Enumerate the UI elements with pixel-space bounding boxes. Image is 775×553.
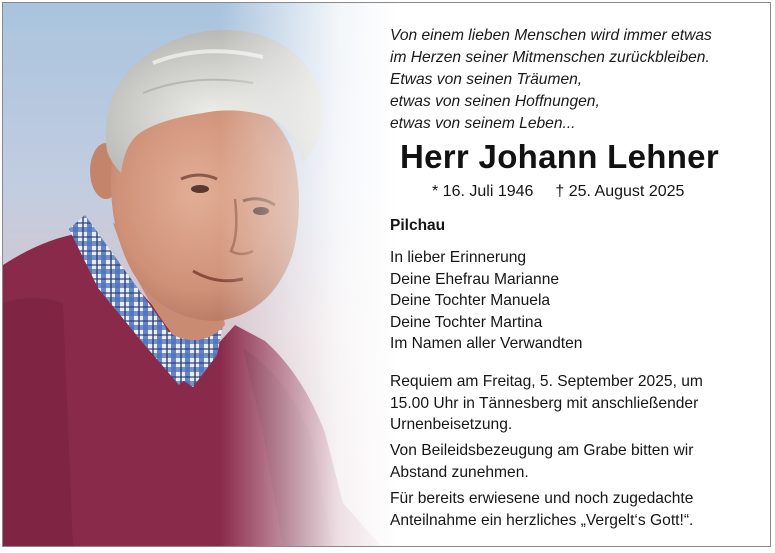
life-dates — [432, 181, 771, 203]
poem-line: Von einem lieben Menschen wird immer etwas — [390, 27, 712, 44]
requiem-line: Requiem am Freitag, 5. September 2025, um — [390, 373, 703, 390]
poem-line: Etwas von seinen Träumen, — [390, 71, 583, 88]
mourner-line: Deine Tochter Manuela — [390, 292, 551, 309]
poem-line: etwas von seinem Leben... — [390, 115, 576, 132]
thanks-note — [390, 488, 758, 531]
hometown: Pilchau — [390, 217, 446, 234]
condolence-line: Abstand zunehmen. — [390, 463, 529, 481]
obituary-notice — [2, 2, 771, 547]
thanks-line: Anteilnahme ein herzliches „Vergelt‘s Gott!“. — [390, 511, 694, 529]
mourner-line: In lieber Erinnerung — [390, 249, 527, 266]
requiem-info — [390, 371, 758, 436]
poem-line: etwas von seinen Hoffnungen, — [390, 93, 600, 110]
condolence-request — [390, 440, 758, 483]
notice-text — [390, 3, 770, 546]
mourner-line: Im Namen aller Verwandten — [390, 335, 583, 352]
requiem-line: Urnenbeisetzung. — [390, 416, 513, 433]
poem-line: im Herzen seiner Mitmenschen zurückbleiben. — [390, 49, 710, 66]
deceased-name: Herr Johann Lehner — [400, 138, 719, 175]
death-date: † 25. August 2025 — [555, 183, 685, 200]
requiem-line: 15.00 Uhr in Tännesberg mit anschließender — [390, 394, 699, 412]
mourner-line: Deine Tochter Martina — [390, 313, 543, 331]
mourners-list — [390, 247, 582, 355]
thanks-line: Für bereits erwiesene und noch zugedachte — [390, 490, 694, 507]
mourner-line: Deine Ehefrau Marianne — [390, 270, 560, 288]
condolence-line: Von Beileidsbezeugung am Grabe bitten wir — [390, 442, 694, 459]
portrait-photo — [3, 3, 398, 547]
memorial-poem — [390, 25, 765, 135]
birth-date: * 16. Juli 1946 — [432, 183, 534, 200]
